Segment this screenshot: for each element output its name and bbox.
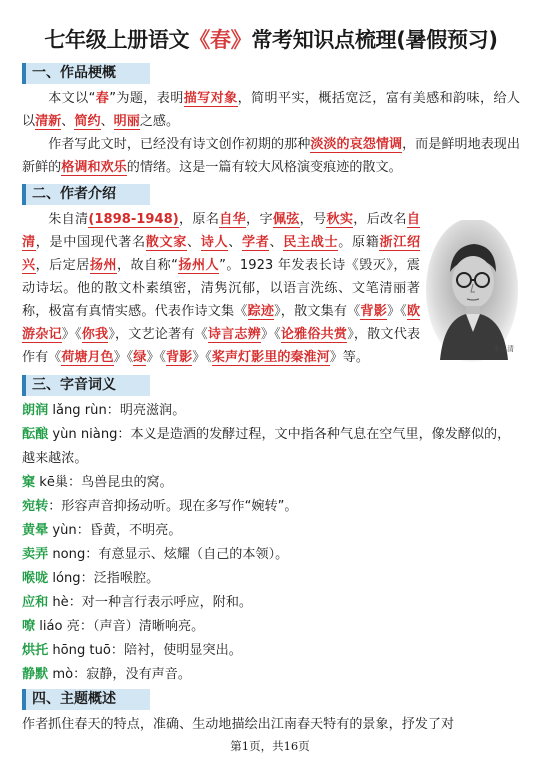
vocab-word: 黄晕 xyxy=(22,523,49,538)
text-run: 》《 xyxy=(146,350,167,365)
document-title xyxy=(22,26,520,54)
text-run: 、 xyxy=(269,235,284,250)
vocab-gloss: hè：对一种言行表示呼应，附和。 xyxy=(48,595,253,610)
vocab-item xyxy=(22,519,520,543)
key-term: 论雅俗共赏 xyxy=(280,327,348,342)
key-term: 自清 xyxy=(22,212,421,250)
section-heading-summary: 一、作品梗概 xyxy=(22,63,150,84)
vocab-gloss: hōng tuō：陪衬，使明显突出。 xyxy=(48,643,242,658)
title-prefix: 七年级上册语文 xyxy=(44,28,190,52)
key-term: 踪迹 xyxy=(247,304,275,319)
text-run: 》《 xyxy=(113,350,134,365)
vocab-item xyxy=(22,471,520,495)
vocab-word: 嘹 xyxy=(22,619,36,634)
vocab-item xyxy=(22,615,520,639)
vocab-item xyxy=(22,591,520,615)
vocab-word: 卖弄 xyxy=(22,547,49,562)
vocab-gloss: yùn niàng：本义是造酒的发酵过程，文中指各种气息在空气里，像发酵似的，越来越浓。 xyxy=(22,427,511,466)
vocab-word: 静默 xyxy=(22,667,49,682)
section-heading-vocab: 三、字音词义 xyxy=(22,375,150,396)
vocab-item xyxy=(22,663,520,687)
text-run: 》，散文代表作有《 xyxy=(22,327,421,365)
key-term: 格调和欢乐 xyxy=(61,160,127,175)
text-run: 》《 xyxy=(192,350,212,365)
text-run: 》《 xyxy=(260,327,281,342)
key-term: 春 xyxy=(95,91,110,106)
text-run: ，是中国现代著名 xyxy=(35,235,146,250)
document-page xyxy=(22,26,520,736)
text-run: 》《 xyxy=(386,304,407,319)
summary-paragraph-2 xyxy=(22,133,520,179)
key-term: 浙江绍兴 xyxy=(22,235,421,273)
vocab-item xyxy=(22,495,520,519)
key-term: 桨声灯影里的秦淮河 xyxy=(211,350,330,365)
text-run: ，后定居 xyxy=(35,258,90,273)
text-run: 》等。 xyxy=(329,350,369,365)
text-run: 朱自清 xyxy=(48,212,89,227)
text-run: ”。1923 年发表长诗《毁灭》，震动诗坛。他的散文朴素缜密，清隽沉郁，以语言洗练、文笔清丽著称，极富有真情实感。代表作诗文集《 xyxy=(22,258,421,319)
section-heading-author: 二、作者介绍 xyxy=(22,184,150,205)
text-run: 、 xyxy=(61,114,75,129)
key-term: 清新 xyxy=(35,114,62,129)
text-run: 、 xyxy=(186,235,201,250)
author-paragraph xyxy=(22,208,420,369)
vocab-gloss: ：形容声音抑扬动听。现在多写作“婉转”。 xyxy=(48,499,298,514)
vocab-list xyxy=(22,399,520,687)
key-term: 民主战士 xyxy=(283,235,339,250)
key-term: 绿 xyxy=(133,350,147,365)
vocab-item xyxy=(22,639,520,663)
key-term: 佩弦 xyxy=(272,212,300,227)
key-term: 背影 xyxy=(166,350,193,365)
vocab-gloss: kē巢：鸟兽昆虫的窝。 xyxy=(35,475,173,490)
title-work: 《春》 xyxy=(189,28,252,52)
text-run: 、 xyxy=(100,114,114,129)
key-term: (1898-1948) xyxy=(88,212,179,227)
portrait-caption: 朱自清 xyxy=(493,345,514,353)
vocab-word: 宛转 xyxy=(22,499,49,514)
key-term: 明丽 xyxy=(113,114,140,129)
text-run: 》《 xyxy=(61,327,82,342)
text-run: 本文以“ xyxy=(48,91,96,106)
text-run: ，字 xyxy=(246,212,273,227)
text-run: ”为题，表明 xyxy=(109,91,184,106)
key-term: 淡淡的哀怨情调 xyxy=(310,137,403,152)
theme-paragraph: 作者抓住春天的特点，准确、生动地描绘出江南春天特有的景象，抒发了对 xyxy=(22,717,455,732)
vocab-word: 酝酿 xyxy=(22,427,49,442)
vocab-gloss: lóng：泛指喉腔。 xyxy=(48,571,160,586)
vocab-word: 窠 xyxy=(22,475,36,490)
key-term: 扬州 xyxy=(89,258,117,273)
vocab-gloss: lǎng rùn：明亮滋润。 xyxy=(48,403,186,418)
section-heading-theme: 四、主题概述 xyxy=(22,689,150,710)
text-run: ，号 xyxy=(299,212,327,227)
key-term: 散文家 xyxy=(145,235,187,250)
vocab-word: 应和 xyxy=(22,595,49,610)
text-run: 的情绪。这是一篇有较大风格演变痕迹的散文。 xyxy=(126,160,402,175)
text-run: 、 xyxy=(228,235,242,250)
vocab-item xyxy=(22,399,520,423)
vocab-item xyxy=(22,423,520,471)
vocab-item xyxy=(22,543,520,567)
author-portrait xyxy=(426,220,520,370)
vocab-gloss: mò：寂静，没有声音。 xyxy=(48,667,191,682)
vocab-gloss: liáo 亮：（声音）清晰响亮。 xyxy=(35,619,205,634)
key-term: 你我 xyxy=(81,327,109,342)
text-run: ，故自称“ xyxy=(116,258,178,273)
text-run: 之感。 xyxy=(139,114,180,129)
text-run: ，简明平实，概括宽泛，富有美感和韵味，给人以 xyxy=(22,91,521,129)
key-term: 自华 xyxy=(219,212,247,227)
key-term: 荷塘月色 xyxy=(61,350,114,365)
key-term: 简约 xyxy=(74,114,101,129)
key-term: 背影 xyxy=(360,304,387,319)
text-run: 作者写此文时，已经没有诗文创作初期的那种 xyxy=(48,137,311,152)
vocab-item xyxy=(22,567,520,591)
text-run: 。原籍 xyxy=(338,235,380,250)
text-run: ，后改名 xyxy=(353,212,407,227)
key-term: 描写对象 xyxy=(183,91,238,106)
text-run: ，原名 xyxy=(178,212,220,227)
key-term: 学者 xyxy=(241,235,270,250)
title-suffix: 常考知识点梳理(暑假预习) xyxy=(251,28,498,52)
key-term: 诗人 xyxy=(200,235,229,250)
key-term: 诗言志辨 xyxy=(207,327,261,342)
vocab-word: 朗润 xyxy=(22,403,49,418)
text-run: 》，文艺论著有《 xyxy=(108,327,208,342)
vocab-word: 喉咙 xyxy=(22,571,49,586)
vocab-word: 烘托 xyxy=(22,643,49,658)
vocab-gloss: yùn：昏黄，不明亮。 xyxy=(48,523,182,538)
author-block xyxy=(22,208,520,369)
key-term: 秋实 xyxy=(326,212,354,227)
page-footer: 第1页，共16页 xyxy=(230,739,310,753)
summary-paragraph-1 xyxy=(22,87,520,133)
vocab-gloss: nong：有意显示、炫耀（自己的本领）。 xyxy=(48,547,289,562)
text-run: ，而是鲜明地表现出新鲜的 xyxy=(22,137,521,175)
text-run: 》，散文集有《 xyxy=(274,304,361,319)
key-term: 欧游杂记 xyxy=(22,304,421,342)
key-term: 扬州人 xyxy=(177,258,220,273)
